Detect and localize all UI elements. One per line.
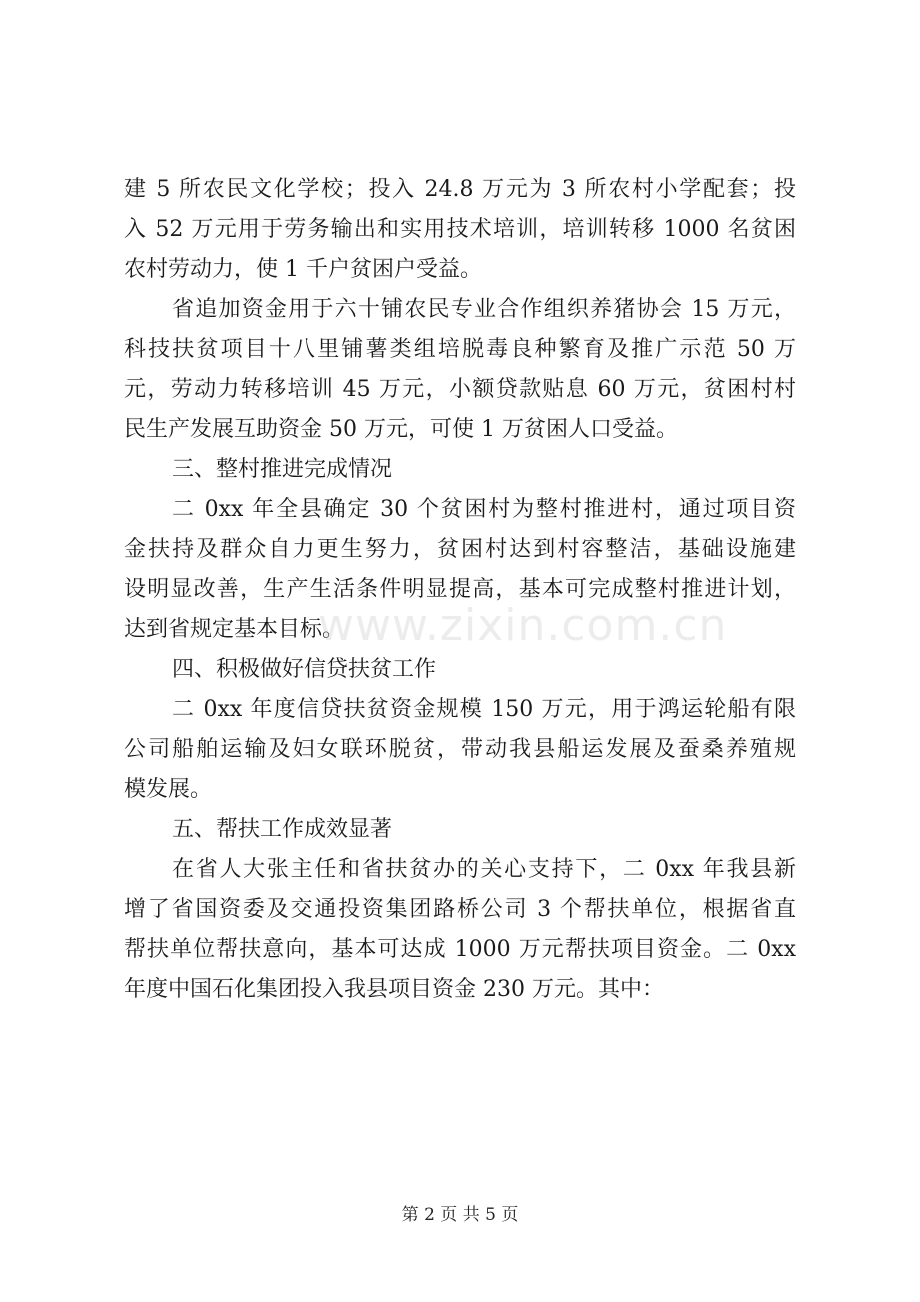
text-line: 入 52 万元用于劳务输出和实用技术培训，培训转移 1000 名贫困 [124, 217, 796, 242]
text-line: 元，劳动力转移培训 45 万元，小额贷款贴息 60 万元，贫困村村 [124, 377, 796, 402]
text-line: 民生产发展互助资金 50 万元，可使 1 万贫困人口受益。 [124, 417, 678, 442]
text-line: 二 0xx 年全县确定 30 个贫困村为整村推进村，通过项目资 [172, 497, 796, 522]
text-line: 在省人大张主任和省扶贫办的关心支持下，二 0xx 年我县新 [172, 857, 796, 882]
page-footer: 第 2 页 共 5 页 [401, 1205, 519, 1225]
section-heading [124, 810, 796, 850]
text-line: 五、帮扶工作成效显著 [172, 817, 393, 842]
section-heading [124, 650, 796, 690]
text-line: 二 0xx 年度信贷扶贫资金规模 150 万元，用于鸿运轮船有限 [172, 697, 796, 722]
text-line: 帮扶单位帮扶意向，基本可达成 1000 万元帮扶项目资金。二 0xx [124, 937, 796, 962]
text-line: 建 5 所农民文化学校；投入 24.8 万元为 3 所农村小学配套；投 [124, 177, 796, 202]
text-line: 增了省国资委及交通投资集团路桥公司 3 个帮扶单位，根据省直 [124, 897, 796, 922]
text-line: 模发展。 [124, 777, 213, 802]
text-line: 公司船舶运输及妇女联环脱贫，带动我县船运发展及蚕桑养殖规 [124, 737, 796, 762]
body-paragraph [124, 850, 796, 1010]
document-body [124, 170, 796, 1010]
text-line: 科技扶贫项目十八里铺薯类组培脱毒良种繁育及推广示范 50 万 [124, 337, 796, 362]
text-line: 四、积极做好信贷扶贫工作 [172, 657, 437, 682]
body-paragraph [124, 290, 796, 450]
watermark-text: www.zixin.com.cn [318, 600, 728, 651]
text-line: 年度中国石化集团投入我县项目资金 230 万元。其中： [124, 977, 664, 1002]
body-paragraph [124, 170, 796, 290]
text-line: 金扶持及群众自力更生努力，贫困村达到村容整洁，基础设施建 [124, 537, 796, 562]
text-line: 农村劳动力，使 1 千户贫困户受益。 [124, 257, 482, 282]
text-line: 省追加资金用于六十铺农民专业合作组织养猪协会 15 万元， [172, 297, 796, 322]
text-line: 达到省规定基本目标。 [124, 617, 345, 642]
body-paragraph [124, 690, 796, 810]
text-line: 三、整村推进完成情况 [172, 457, 393, 482]
section-heading [124, 450, 796, 490]
body-paragraph [124, 490, 796, 650]
text-line: 设明显改善，生产生活条件明显提高，基本可完成整村推进计划， [124, 577, 796, 602]
